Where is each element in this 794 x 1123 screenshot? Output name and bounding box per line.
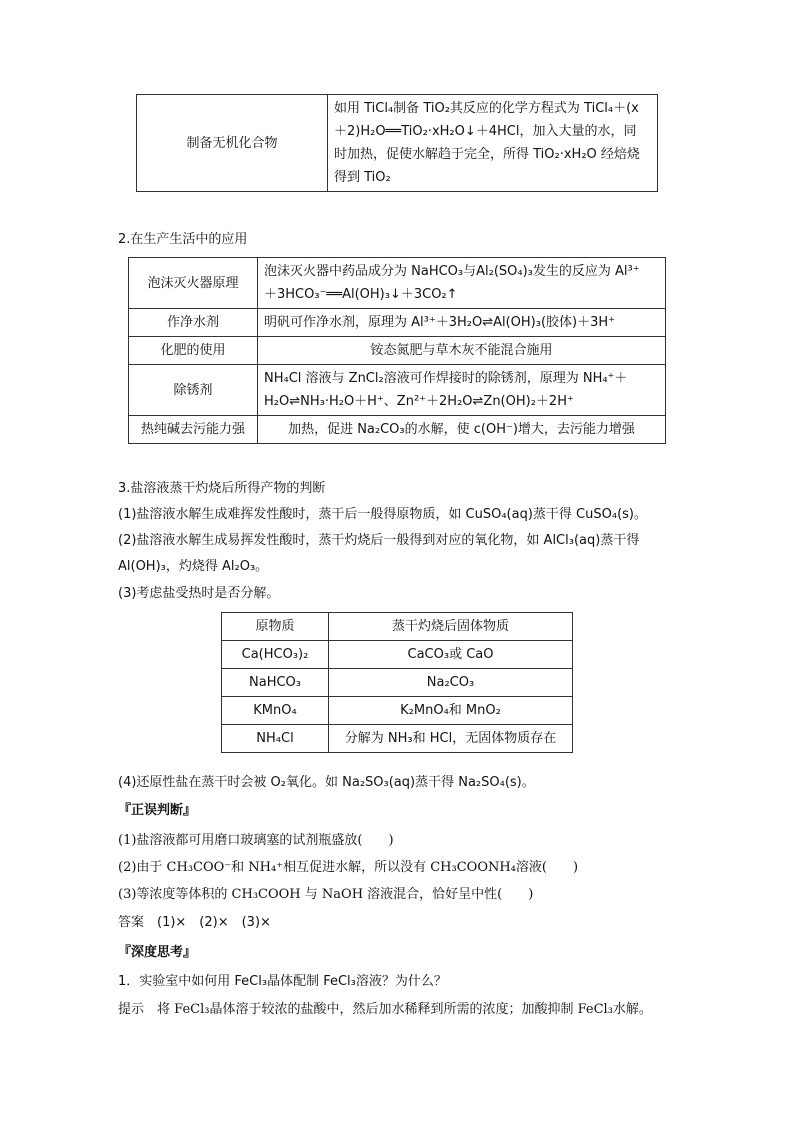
app-label: 除锈剂 xyxy=(129,365,258,416)
table-cell: NaHCO₃ xyxy=(222,669,329,697)
inorganic-prep-line: ＋2)H₂O══TiO₂·xH₂O↓＋4HCl，加入大量的水，同 xyxy=(334,124,637,139)
table-cell: KMnO₄ xyxy=(222,697,329,725)
inorganic-prep-table xyxy=(136,94,658,192)
judge-answer: 答案 (1)× (2)× (3)× xyxy=(118,915,271,930)
think-hint: 提示 将 FeCl₃晶体溶于较浓的盐酸中，然后加水稀释到所需的浓度；加酸抑制 FeCl₃水解。 xyxy=(118,1002,652,1017)
table-cell: CaCO₃或 CaO xyxy=(329,641,573,669)
think-heading: 『深度思考』 xyxy=(118,945,197,960)
table-row xyxy=(222,697,573,725)
table-cell: 分解为 NH₃和 HCl，无固体物质存在 xyxy=(329,725,573,753)
judge-heading: 『正误判断』 xyxy=(118,803,197,818)
app-line: 铵态氮肥与草木灰不能混合施用 xyxy=(370,343,553,358)
inorganic-prep-label: 制备无机化合物 xyxy=(137,95,328,192)
judge-item: (3)等浓度等体积的 CH₃COOH 与 NaOH 溶液混合，恰好呈中性( ) xyxy=(118,887,534,902)
table-row xyxy=(129,365,666,416)
table-cell: Ca(HCO₃)₂ xyxy=(222,641,329,669)
section3-p4: (4)还原性盐在蒸干时会被 O₂氧化。如 Na₂SO₃(aq)蒸干得 Na₂SO₄(s)。 xyxy=(118,775,535,790)
table-cell: NH₄Cl xyxy=(222,725,329,753)
inorganic-prep-line: 时加热，促使水解趋于完全，所得 TiO₂·xH₂O 经焙烧 xyxy=(334,147,640,162)
think-question: 1．实验室中如何用 FeCl₃晶体配制 FeCl₃溶液？为什么？ xyxy=(118,974,447,989)
section3-p1: (1)盐溶液水解生成难挥发性酸时，蒸干后一般得原物质，如 CuSO₄(aq)蒸干得 CuSO₄(s)。 xyxy=(118,507,647,522)
applications-table xyxy=(128,257,666,444)
table-row xyxy=(222,725,573,753)
table-cell: Na₂CO₃ xyxy=(329,669,573,697)
app-content xyxy=(258,337,666,365)
section3-title: 3.盐溶液蒸干灼烧后所得产物的判断 xyxy=(118,481,326,496)
table-row xyxy=(129,337,666,365)
section2-title: 2.在生产生活中的应用 xyxy=(118,232,248,247)
section3-p2b: Al(OH)₃，灼烧得 Al₂O₃。 xyxy=(118,559,269,574)
app-line: ＋3HCO₃⁻══Al(OH)₃↓＋3CO₂↑ xyxy=(264,287,458,302)
app-label: 热纯碱去污能力强 xyxy=(129,416,258,444)
app-content xyxy=(258,365,666,416)
judge-item: (1)盐溶液都可用磨口玻璃塞的试剂瓶盛放( ) xyxy=(118,833,394,848)
app-content xyxy=(258,309,666,337)
app-line: 明矾可作净水剂，原理为 Al³⁺＋3H₂O⇌Al(OH)₃(胶体)＋3H⁺ xyxy=(264,315,616,330)
app-line: 泡沫灭火器中药品成分为 NaHCO₃与Al₂(SO₄)₃发生的反应为 Al³⁺ xyxy=(264,264,640,279)
app-line: NH₄Cl 溶液与 ZnCl₂溶液可作焊接时的除锈剂，原理为 NH₄⁺＋ xyxy=(264,371,628,386)
app-label: 作净水剂 xyxy=(129,309,258,337)
column-header: 蒸干灼烧后固体物质 xyxy=(329,613,573,641)
app-line: H₂O⇌NH₃·H₂O＋H⁺、Zn²⁺＋2H₂O⇌Zn(OH)₂＋2H⁺ xyxy=(264,394,574,409)
section3-p3: (3)考虑盐受热时是否分解。 xyxy=(118,586,280,601)
table-header-row xyxy=(222,613,573,641)
app-label: 化肥的使用 xyxy=(129,337,258,365)
app-content xyxy=(258,416,666,444)
app-content xyxy=(258,258,666,309)
inorganic-prep-line: 如用 TiCl₄制备 TiO₂其反应的化学方程式为 TiCl₄＋(x xyxy=(334,101,639,116)
table-row xyxy=(129,309,666,337)
residue-table xyxy=(221,612,573,753)
section3-p2a: (2)盐溶液水解生成易挥发性酸时，蒸干灼烧后一般得到对应的氧化物，如 AlCl₃(aq)蒸干得 xyxy=(118,533,640,548)
table-cell: K₂MnO₄和 MnO₂ xyxy=(329,697,573,725)
table-row xyxy=(129,258,666,309)
table-row xyxy=(222,641,573,669)
column-header: 原物质 xyxy=(222,613,329,641)
table-row xyxy=(129,416,666,444)
app-line: 加热，促进 Na₂CO₃的水解，使 c(OH⁻)增大，去污能力增强 xyxy=(288,422,635,437)
judge-item: (2)由于 CH₃COO⁻和 NH₄⁺相互促进水解，所以没有 CH₃COONH₄溶液( ) xyxy=(118,860,579,875)
table-row xyxy=(222,669,573,697)
inorganic-prep-content xyxy=(328,95,658,192)
inorganic-prep-line: 得到 TiO₂ xyxy=(334,170,391,185)
app-label: 泡沫灭火器原理 xyxy=(129,258,258,309)
